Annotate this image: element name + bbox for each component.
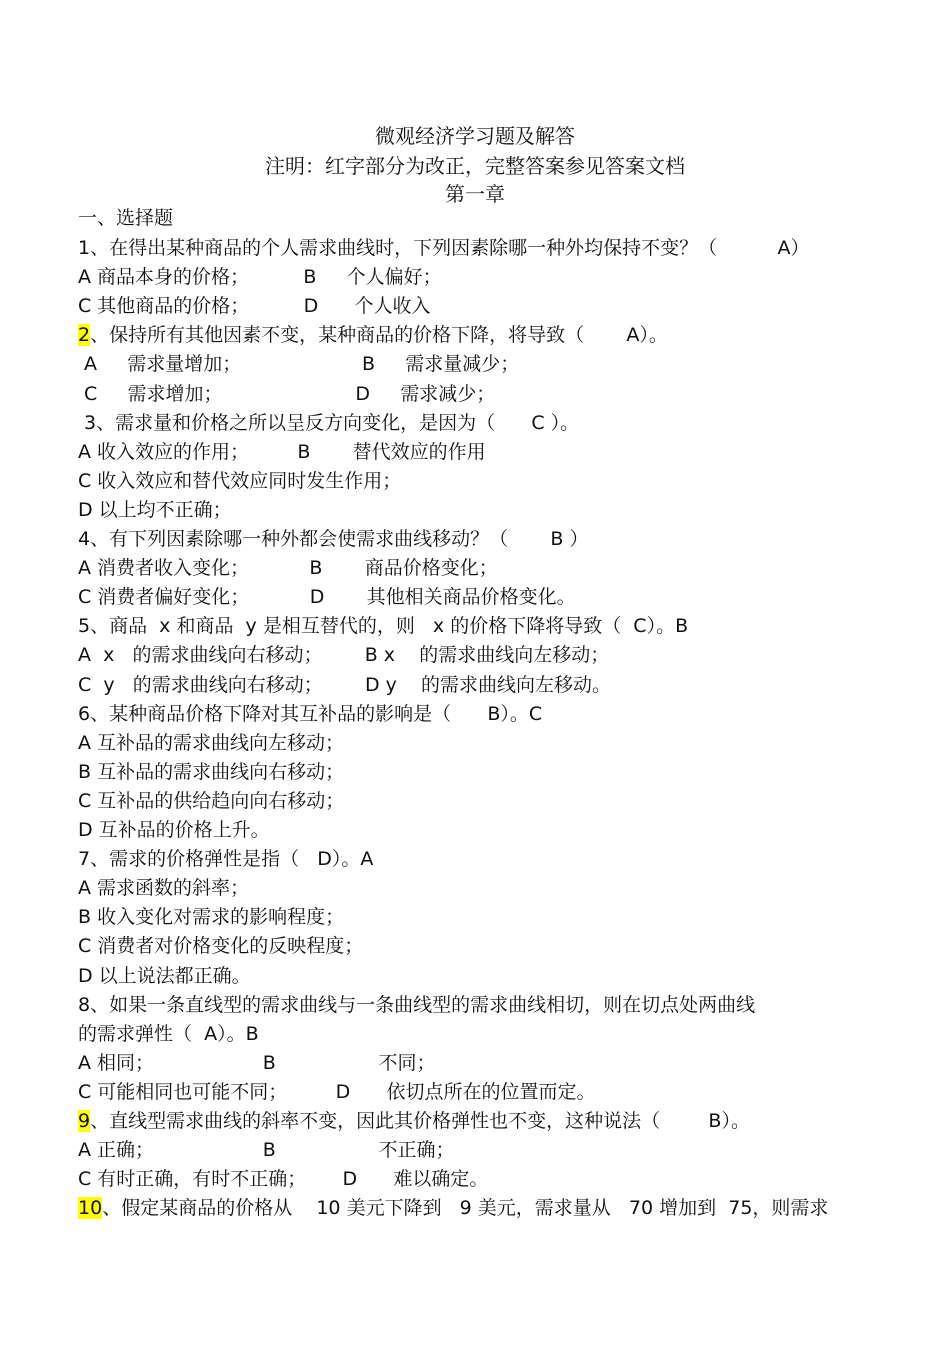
text-line: [78, 1138, 454, 1162]
line-text: 4、有下列因素除哪一种外都会使需求曲线移动？（ B ）: [78, 528, 589, 550]
text-line: [78, 352, 519, 376]
line-text: 8、如果一条直线型的需求曲线与一条曲线型的需求曲线相切，则在切点处两曲线: [78, 993, 756, 1016]
line-text: D 互补品的价格上升。: [78, 819, 270, 841]
line-text: 1、在得出某种商品的个人需求曲线时，下列因素除哪一种外均保持不变？（ A）: [78, 237, 810, 259]
line-text: 3、需求量和价格之所以呈反方向变化，是因为（ C ）。: [78, 411, 580, 434]
text-line: [78, 789, 344, 813]
line-text: C 可能相同也可能不同； D 依切点所在的位置而定。: [78, 1080, 596, 1103]
document-note: 注明：红字部分为改正，完整答案参见答案文档: [265, 154, 685, 178]
text-line: [78, 469, 401, 493]
text-line: [78, 527, 588, 551]
line-text: A 互补品的需求曲线向左移动；: [78, 731, 345, 754]
line-text: C 互补品的供给趋向向右移动；: [78, 789, 345, 812]
line-text: C 消费者对价格变化的反映程度；: [78, 935, 364, 958]
chapter-heading: 第一章: [445, 182, 505, 206]
text-line: [78, 1196, 828, 1220]
section-heading: 一、选择题: [78, 207, 174, 229]
line-text: D 以上说法都正确。: [78, 964, 251, 987]
text-line: [78, 614, 688, 638]
text-line: [78, 236, 809, 260]
text-line: [78, 498, 232, 522]
text-line: [78, 1167, 488, 1191]
line-text: 的需求弹性（ A）。B: [78, 1022, 259, 1045]
line-text: 、保持所有其他因素不变，某种商品的价格下降，将导致（ A）。: [90, 324, 668, 347]
text-line: [78, 1080, 596, 1104]
text-line: [78, 382, 495, 406]
line-text: C 收入效应和替代效应同时发生作用；: [78, 469, 402, 492]
line-text: A 消费者收入变化； B 商品价格变化；: [78, 557, 498, 580]
line-text: A 商品本身的价格； B 个人偏好；: [78, 266, 442, 289]
text-line: [78, 1109, 750, 1133]
line-text: D 以上均不正确；: [78, 498, 232, 521]
text-line: [78, 993, 755, 1017]
text-line: [78, 847, 373, 871]
text-line: [78, 1022, 259, 1046]
line-text: C 消费者偏好变化； D 其他相关商品价格变化。: [78, 586, 576, 609]
text-line: [78, 673, 611, 697]
text-line: [78, 265, 442, 289]
document-title: 微观经济学习题及解答: [375, 124, 575, 148]
line-text: A 收入效应的作用； B 替代效应的作用: [78, 440, 486, 463]
highlighted-question-number: 2: [78, 324, 91, 347]
line-text: A 正确； B 不正确；: [78, 1139, 455, 1162]
text-line: [78, 585, 576, 609]
text-line: [78, 440, 486, 464]
text-line: [78, 323, 668, 347]
text-line: [78, 731, 344, 755]
text-line: [78, 702, 542, 726]
text-line: [78, 876, 249, 900]
highlighted-question-number: 9: [78, 1110, 91, 1132]
line-text: A 需求函数的斜率；: [78, 877, 250, 900]
text-line: [78, 411, 579, 435]
line-text: C y 的需求曲线向右移动； D y 的需求曲线向左移动。: [78, 673, 612, 696]
line-text: 、假定某商品的价格从 10 美元下降到 9 美元，需求量从 70 增加到 75，则需求: [102, 1197, 829, 1220]
text-line: [78, 643, 609, 667]
text-line: [78, 556, 498, 580]
line-text: C 有时正确，有时不正确； D 难以确定。: [78, 1168, 489, 1191]
text-line: [78, 1051, 435, 1075]
text-line: [78, 760, 344, 784]
line-text: A 需求量增加； B 需求量减少；: [78, 353, 520, 376]
line-text: B 收入变化对需求的影响程度；: [78, 906, 345, 929]
text-line: [78, 964, 251, 988]
line-text: C 其他商品的价格； D 个人收入: [78, 295, 431, 318]
text-line: [78, 294, 431, 318]
line-text: 、直线型需求曲线的斜率不变，因此其价格弹性也不变，这种说法（ B）。: [90, 1110, 750, 1132]
text-line: [78, 934, 363, 958]
highlighted-question-number: 10: [78, 1197, 103, 1220]
line-text: A x 的需求曲线向右移动； B x 的需求曲线向左移动；: [78, 644, 610, 667]
text-line: [78, 905, 344, 929]
line-text: 5、商品 x 和商品 y 是相互替代的，则 x 的价格下降将导致（ C）。B: [78, 615, 689, 638]
line-text: 6、某种商品价格下降对其互补品的影响是（ B）。C: [78, 702, 543, 725]
line-text: B 互补品的需求曲线向右移动；: [78, 760, 345, 783]
text-line: [78, 818, 270, 842]
line-text: 7、需求的价格弹性是指（ D）。A: [78, 848, 374, 871]
line-text: C 需求增加； D 需求减少；: [78, 382, 496, 405]
line-text: A 相同； B 不同；: [78, 1051, 436, 1074]
